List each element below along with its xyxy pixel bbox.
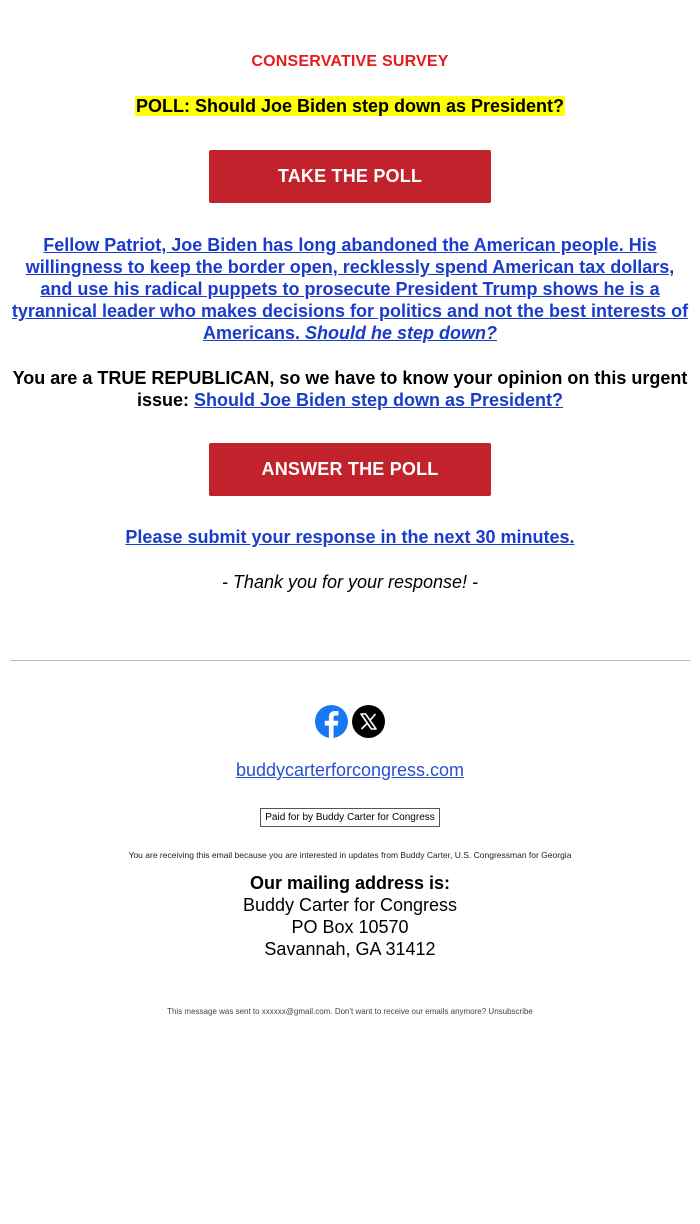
answer-poll-button[interactable]: ANSWER THE POLL — [209, 443, 491, 496]
subscription-reason: You are receiving this email because you are interested in updates from Buddy Carter, U.S. Congressman for Georgia — [128, 850, 572, 860]
website-row — [0, 760, 700, 781]
republican-paragraph — [8, 367, 692, 411]
unsubscribe-note[interactable]: This message was sent to xxxxxx@gmail.com. Don't want to receive our emails anymore? Unsubscribe — [167, 1007, 533, 1016]
poll-headline — [0, 96, 700, 117]
take-poll-button[interactable]: TAKE THE POLL — [209, 150, 491, 203]
deadline-row — [0, 527, 700, 548]
body-paragraph-question: Should he step down? — [305, 323, 498, 343]
paid-for-row — [0, 807, 700, 827]
x-icon[interactable] — [352, 705, 385, 738]
paid-for-disclaimer: Paid for by Buddy Carter for Congress — [260, 808, 440, 827]
address-line-2: PO Box 10570 — [291, 917, 409, 937]
survey-eyebrow: CONSERVATIVE SURVEY — [251, 53, 449, 70]
para2-pre: You are a — [12, 368, 98, 388]
body-paragraph-link[interactable] — [12, 235, 688, 343]
body-paragraph-text: Fellow Patriot, Joe Biden has long abandoned the American people. His willingness to keep the border open, recklessly spend American tax dollars, and use his radical puppets to prosecute President Trump shows he is a tyrannical leader who makes decisions for politics and not the best interests of Americans. — [11, 235, 689, 343]
address-line-3: Savannah, GA 31412 — [264, 939, 436, 959]
body-paragraph — [8, 234, 692, 344]
poll-headline-text: POLL: Should Joe Biden step down as President? — [135, 96, 565, 116]
thank-you-text: - Thank you for your response! - — [221, 572, 479, 592]
true-republican-label: TRUE REPUBLICAN — [97, 368, 270, 388]
address-line-1: Buddy Carter for Congress — [242, 895, 458, 915]
website-link[interactable]: buddycarterforcongress.com — [235, 760, 465, 780]
para2-mid: , so we have to know your opinion on this urgent issue: — [136, 368, 688, 410]
mailing-address — [0, 872, 700, 960]
facebook-icon[interactable] — [315, 705, 348, 738]
step-down-question-link[interactable]: Should Joe Biden step down as President? — [193, 390, 564, 410]
footer-divider — [10, 660, 690, 661]
address-title: Our mailing address is: — [249, 873, 451, 893]
social-links — [0, 705, 700, 738]
deadline-link[interactable]: Please submit your response in the next 30 minutes. — [125, 527, 575, 547]
